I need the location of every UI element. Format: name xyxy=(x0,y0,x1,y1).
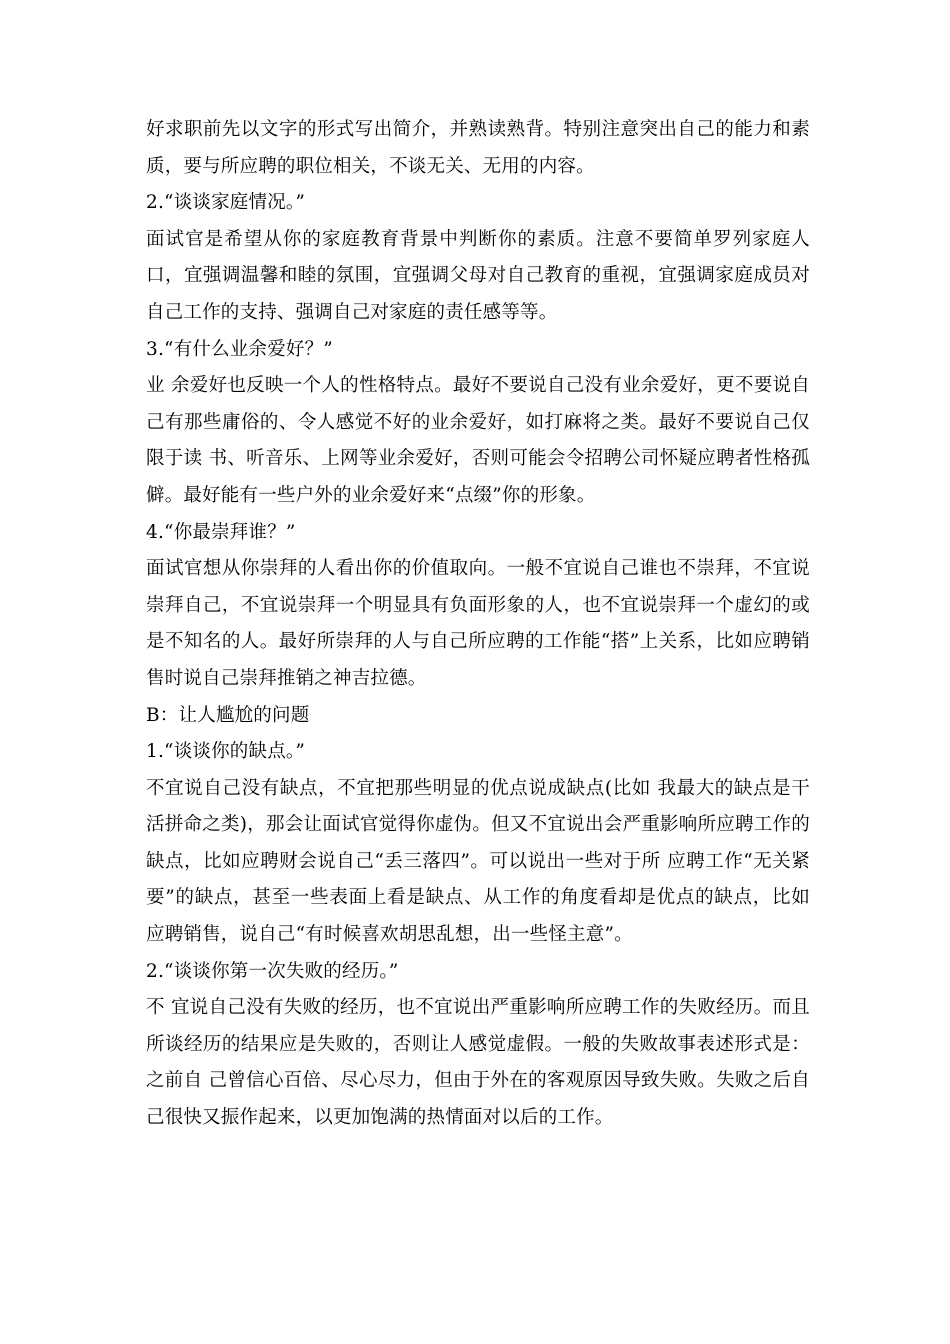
paragraph-weakness-answer: 不宜说自己没有缺点，不宜把那些明显的优点说成缺点(比如 我最大的缺点是干活拼命之类)，那会让面试官觉得你虚伪。但又不宜说出会严重影响所应聘工作的缺点，比如应聘财会说自己“丢三落四”。可以说出一些对于所 应聘工作“无关紧要”的缺点，甚至一些表面上看是缺点、从工作的角度看却是优点的缺点，比如应聘销售，说自己“有时候喜欢胡思乱想，出一些怪主意”。 xyxy=(146,777,810,946)
section-b-heading: B：让人尴尬的问题 xyxy=(146,704,310,726)
document-page xyxy=(146,112,810,1137)
paragraph-self-intro-tail: 好求职前先以文字的形式写出简介，并熟读熟背。特别注意突出自己的能力和素质，要与所应聘的职位相关，不谈无关、无用的内容。 xyxy=(146,119,810,177)
paragraph-family-answer: 面试官是希望从你的家庭教育背景中判断你的素质。注意不要简单罗列家庭人口，宜强调温馨和睦的氛围，宜强调父母对自己教育的重视，宜强调家庭成员对自己工作的支持、强调自己对家庭的责任感等等。 xyxy=(146,228,810,323)
paragraph-hobbies-answer: 业 余爱好也反映一个人的性格特点。最好不要说自己没有业余爱好，更不要说自己有那些庸俗的、令人感觉不好的业余爱好，如打麻将之类。最好不要说自己仅限于读 书、听音乐、上网等业余爱好，否则可能会令招聘公司怀疑应聘者性格孤僻。最好能有一些户外的业余爱好来“点缀”你的形象。 xyxy=(146,375,810,506)
paragraph-admire-answer: 面试官想从你崇拜的人看出你的价值取向。一般不宜说自己谁也不崇拜，不宜说崇拜自己，不宜说崇拜一个明显具有负面形象的人，也不宜说崇拜一个虚幻的或是不知名的人。最好所崇拜的人与自己所应聘的工作能“搭”上关系，比如应聘销售时说自己崇拜推销之神吉拉德。 xyxy=(146,558,810,689)
question-failure-heading: 2.“谈谈你第一次失败的经历。” xyxy=(146,960,399,982)
paragraph-failure-answer: 不 宜说自己没有失败的经历，也不宜说出严重影响所应聘工作的失败经历。而且所谈经历的结果应是失败的，否则让人感觉虚假。一般的失败故事表述形式是：之前自 己曾信心百倍、尽心尽力，但由于外在的客观原因导致失败。失败之后自己很快又振作起来，以更加饱满的热情面对以后的工作。 xyxy=(146,997,810,1129)
question-weakness-heading: 1.“谈谈你的缺点。” xyxy=(146,741,306,763)
question-family-heading: 2.“谈谈家庭情况。” xyxy=(146,192,306,214)
question-hobbies-heading: 3.“有什么业余爱好？” xyxy=(146,338,333,360)
question-admire-heading: 4.“你最崇拜谁？” xyxy=(146,521,296,543)
